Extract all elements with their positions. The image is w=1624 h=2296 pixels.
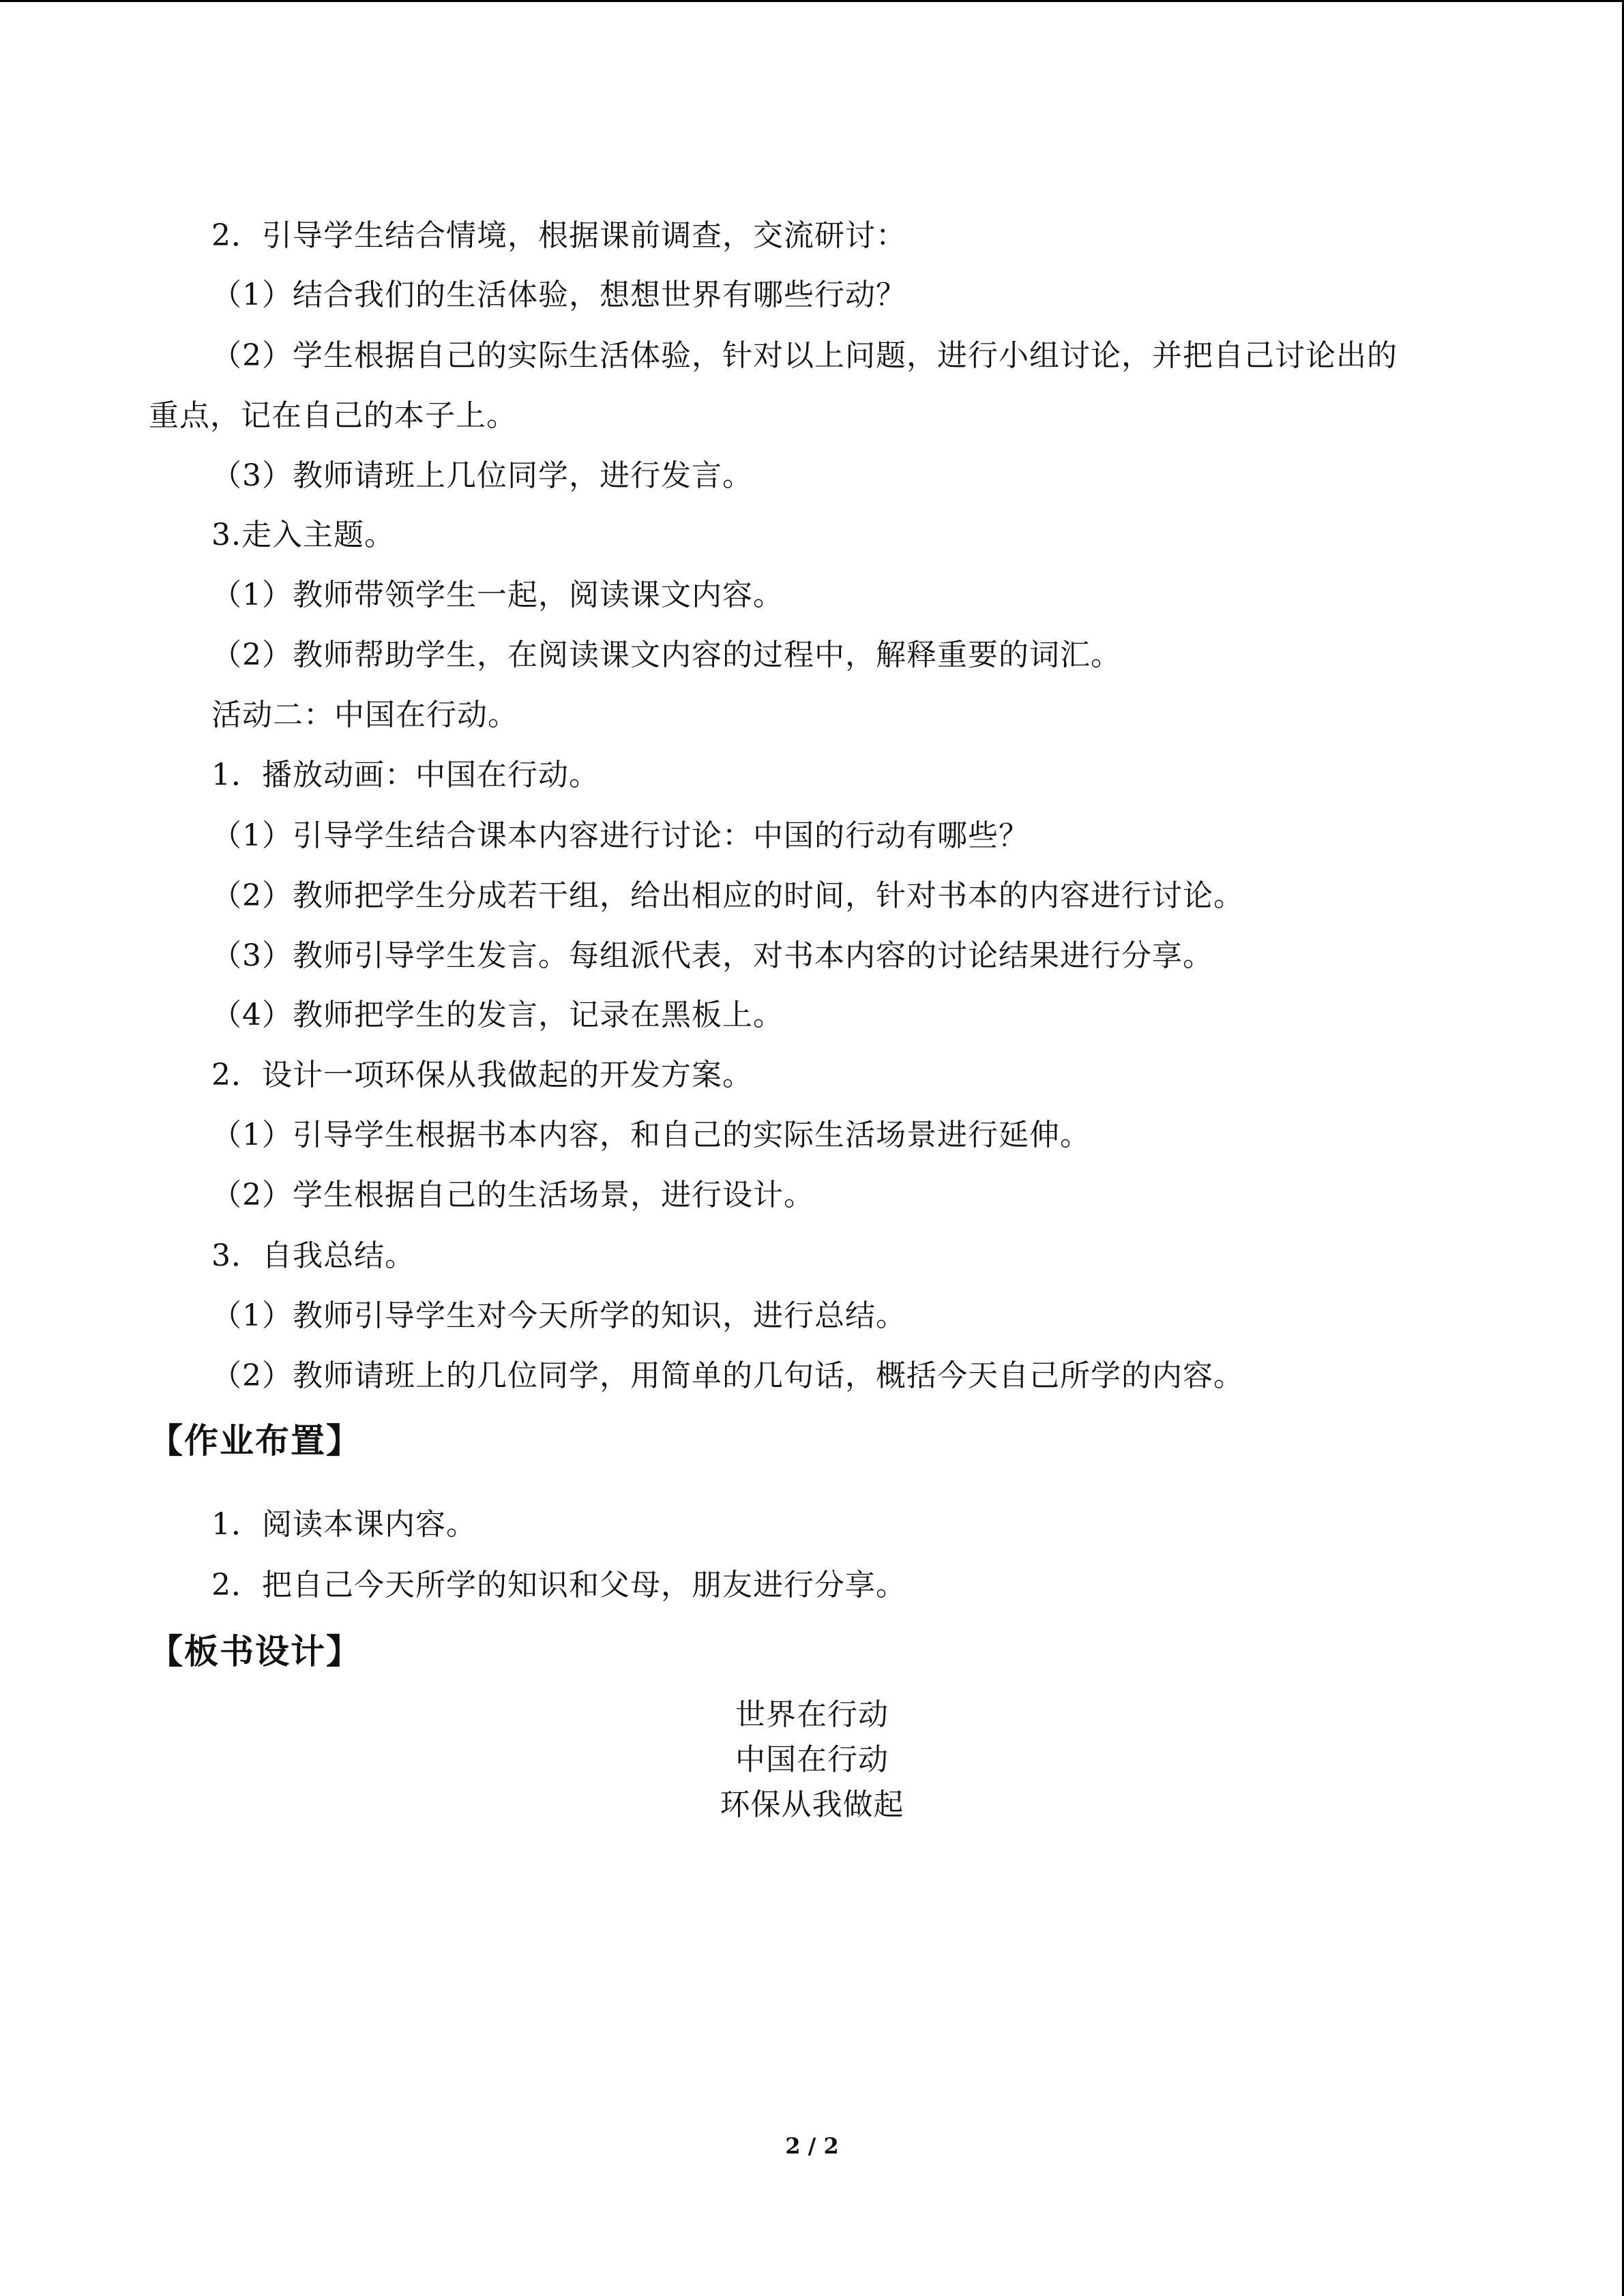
body-line: （3）教师请班上几位同学，进行发言。 (211, 458, 753, 493)
body-line: （4）教师把学生的发言，记录在黑板上。 (211, 998, 784, 1032)
board-line: 环保从我做起 (720, 1787, 904, 1822)
board-line: 世界在行动 (735, 1697, 889, 1732)
body-line: 3.走入主题。 (211, 518, 395, 552)
body-line: 活动二：中国在行动。 (211, 698, 518, 732)
body-line: （2）教师请班上的几位同学，用简单的几句话，概括今天自己所学的内容。 (211, 1358, 1244, 1393)
board-line: 中国在行动 (735, 1742, 889, 1777)
body-line: 2．设计一项环保从我做起的开发方案。 (211, 1058, 753, 1092)
body-line: （1）结合我们的生活体验，想想世界有哪些行动？ (211, 278, 906, 312)
body-line: （1）教师带领学生一起，阅读课文内容。 (211, 578, 784, 612)
body-line: 重点，记在自己的本子上。 (149, 398, 517, 433)
body-line: （2）学生根据自己的实际生活体验，针对以上问题，进行小组讨论，并把自己讨论出的 (211, 338, 1398, 373)
homework-line: 2．把自己今天所学的知识和父母，朋友进行分享。 (211, 1568, 906, 1602)
body-line: （1）引导学生根据书本内容，和自己的实际生活场景进行延伸。 (211, 1118, 1091, 1152)
page-top-border (0, 0, 1624, 2)
homework-line: 1．阅读本课内容。 (211, 1507, 477, 1542)
body-line: 1．播放动画：中国在行动。 (211, 758, 600, 792)
body-line: （2）学生根据自己的生活场景，进行设计。 (211, 1178, 814, 1212)
body-line: （1）引导学生结合课本内容进行讨论：中国的行动有哪些？ (211, 818, 1029, 853)
board-heading: 【板书设计】 (149, 1632, 361, 1671)
body-line: （1）教师引导学生对今天所学的知识，进行总结。 (211, 1298, 906, 1333)
homework-heading: 【作业布置】 (149, 1421, 361, 1461)
body-line: 3．自我总结。 (211, 1238, 415, 1273)
body-line: 2．引导学生结合情境，根据课前调查，交流研讨： (211, 218, 906, 253)
body-line: （2）教师帮助学生，在阅读课文内容的过程中，解释重要的词汇。 (211, 638, 1121, 672)
body-line: （2）教师把学生分成若干组，给出相应的时间，针对书本的内容进行讨论。 (211, 878, 1244, 913)
body-line: （3）教师引导学生发言。每组派代表，对书本内容的讨论结果进行分享。 (211, 938, 1213, 973)
page-number: 2 / 2 (785, 2133, 839, 2159)
